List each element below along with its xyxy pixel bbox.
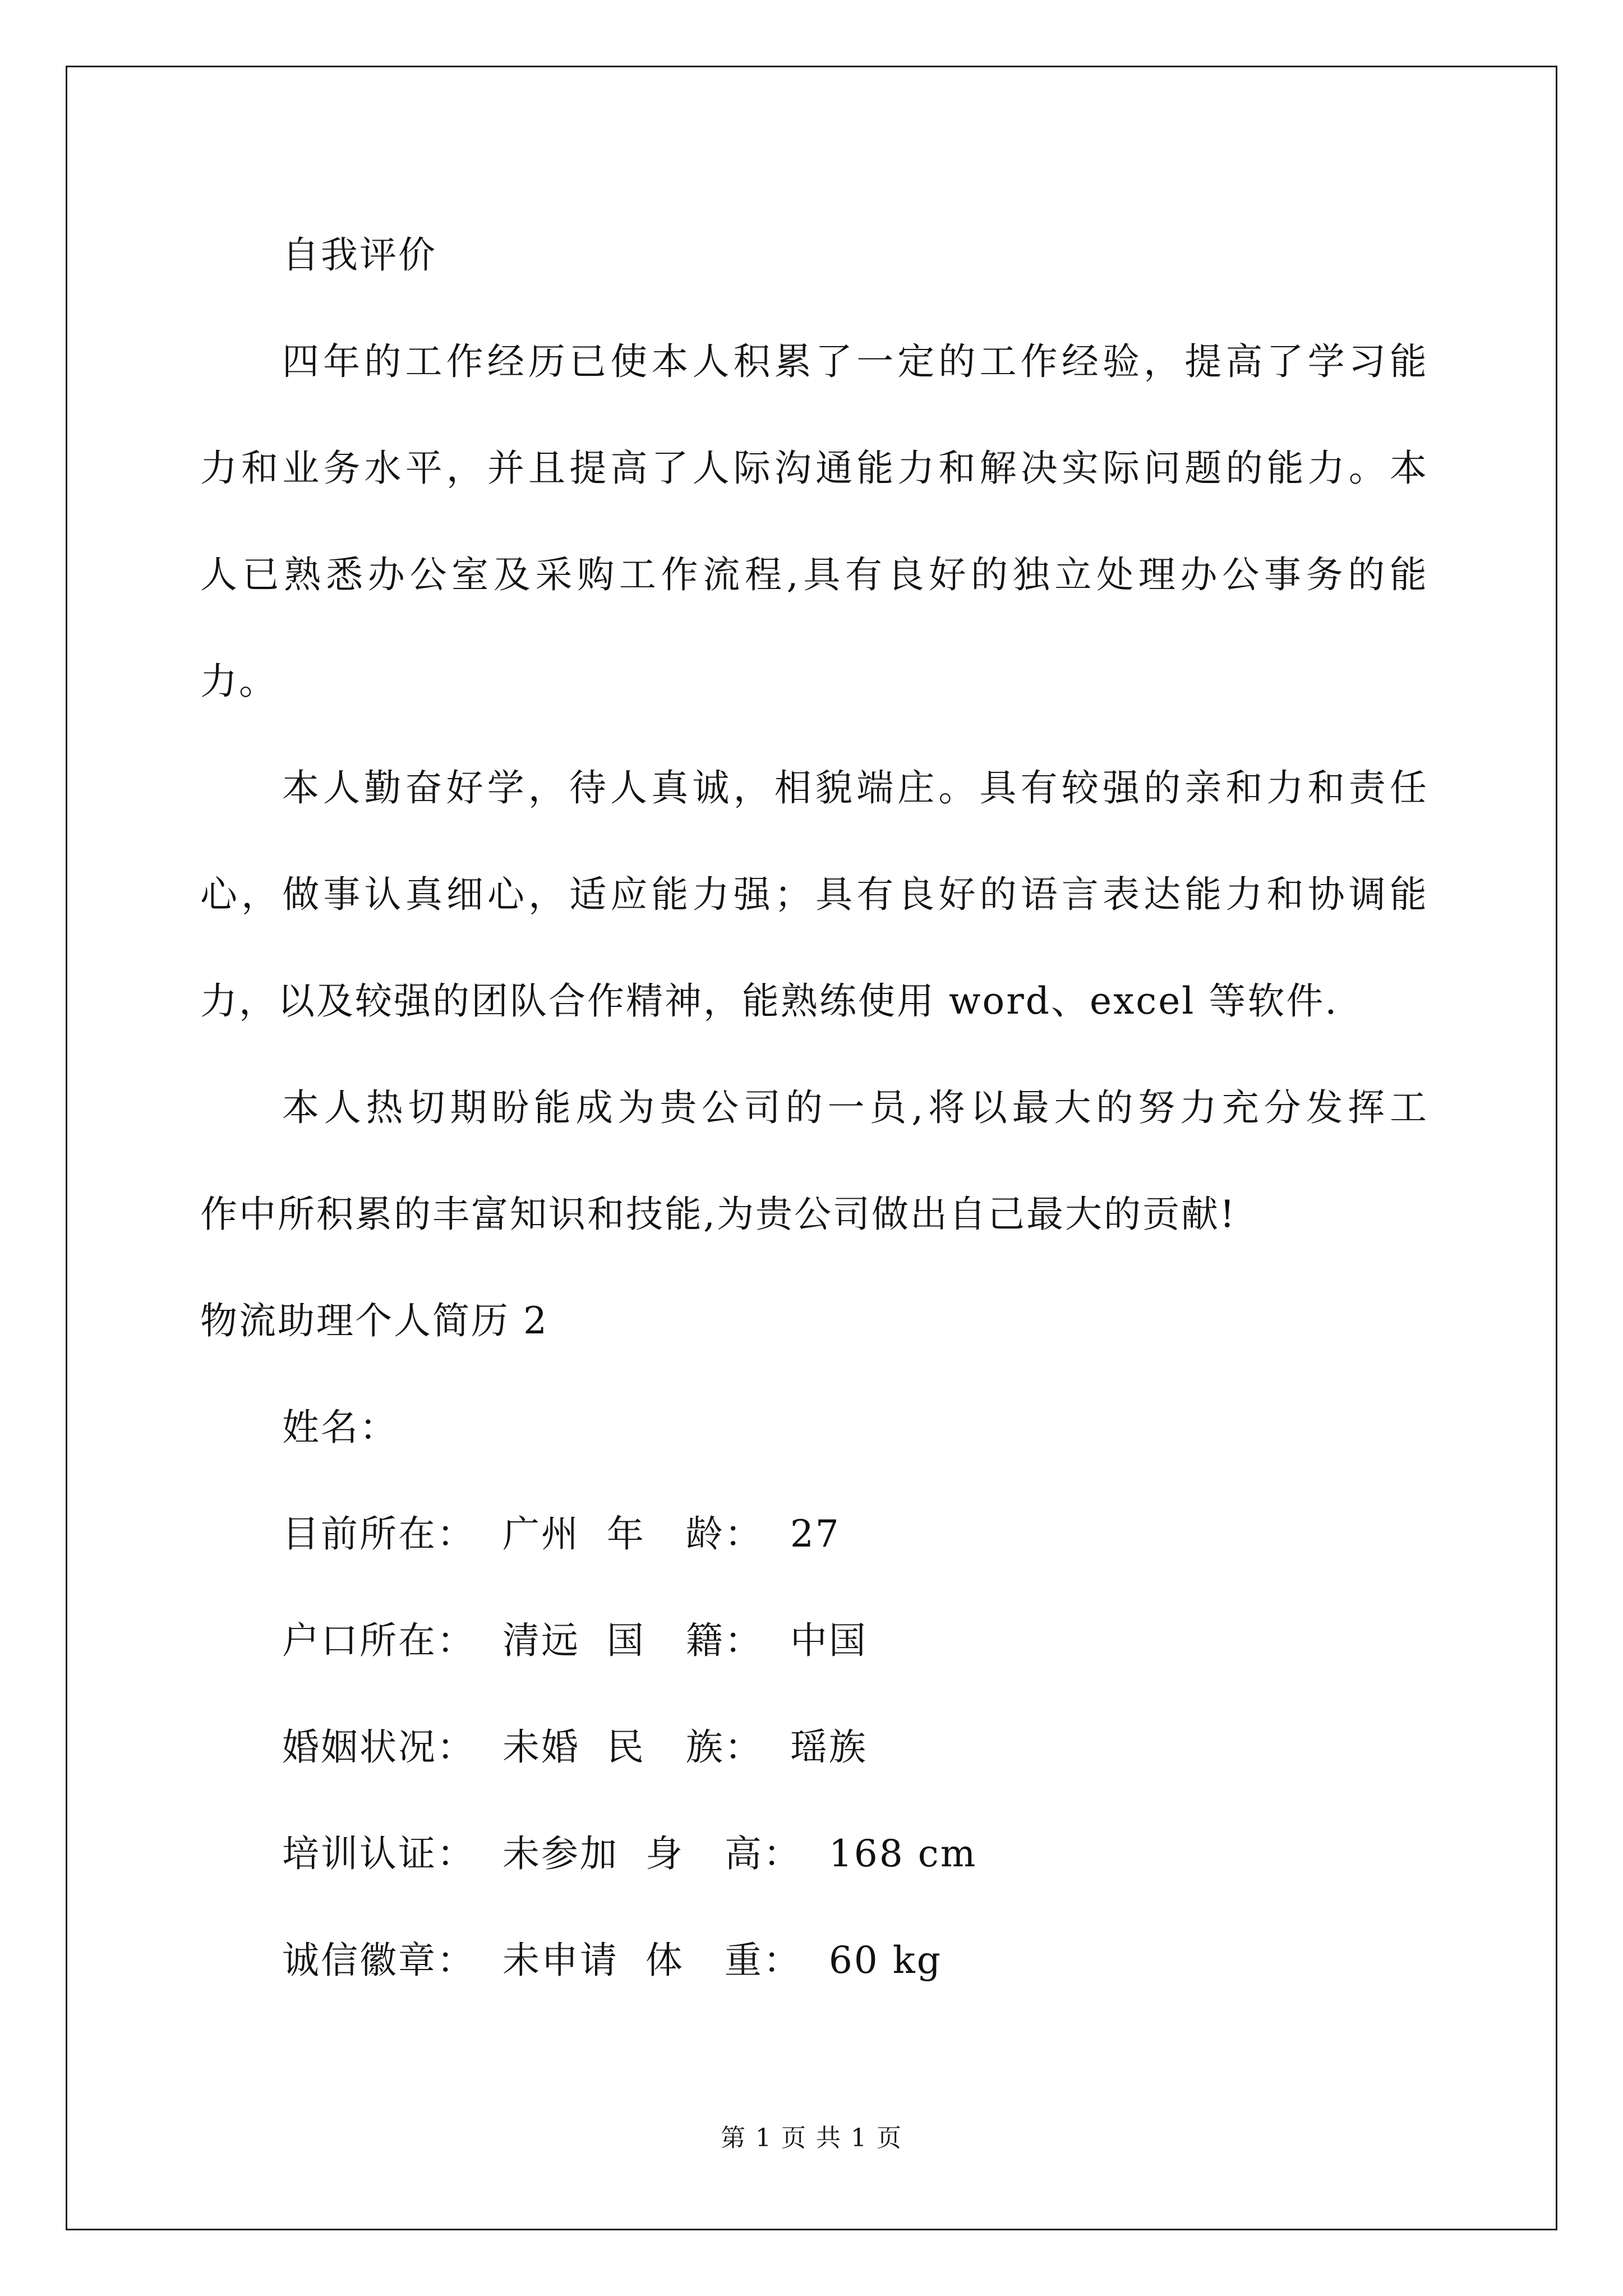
info-row-marital-ethnicity: 婚姻状况： 未婚 民 族： 瑶族 xyxy=(282,1726,868,1769)
info-row-badge-weight: 诚信徽章： 未申请 体 重： 60 kg xyxy=(282,1939,943,1982)
info-row-hukou-nationality: 户口所在： 清远 国 籍： 中国 xyxy=(282,1619,868,1662)
info-row-certification-height: 培训认证： 未参加 身 高： 168 cm xyxy=(282,1832,978,1875)
paragraph-line: 力和业务水平，并且提高了人际沟通能力和解决实际问题的能力。本 xyxy=(200,447,1428,490)
paragraph-line: 心，做事认真细心，适应能力强；具有良好的语言表达能力和协调能 xyxy=(200,873,1428,916)
document-body xyxy=(200,202,1428,2014)
info-name-label: 姓名： xyxy=(282,1406,398,1449)
paragraph-closing xyxy=(200,1055,1428,1268)
section-title-resume: 物流助理个人简历 2 xyxy=(200,1299,548,1342)
paragraph-work-experience xyxy=(200,309,1428,735)
paragraph-line: 本人热切期盼能成为贵公司的一员,将以最大的努力充分发挥工 xyxy=(282,1086,1428,1129)
page-footer: 第 1 页 共 1 页 xyxy=(721,2124,902,2152)
paragraph-line: 人已熟悉办公室及采购工作流程,具有良好的独立处理办公事务的能 xyxy=(200,553,1428,596)
personal-info xyxy=(200,1374,1428,2014)
paragraph-line: 力，以及较强的团队合作精神，能熟练使用 word、excel 等软件. xyxy=(200,979,1339,1023)
paragraph-line: 四年的工作经历已使本人积累了一定的工作经验，提高了学习能 xyxy=(282,340,1428,383)
paragraph-personality xyxy=(200,735,1428,1055)
heading-self-evaluation: 自我评价 xyxy=(282,233,437,277)
paragraph-line: 本人勤奋好学，待人真诚，相貌端庄。具有较强的亲和力和责任 xyxy=(282,766,1428,809)
paragraph-line: 力。 xyxy=(200,660,278,703)
info-row-location-age: 目前所在： 广州 年 龄： 27 xyxy=(282,1512,841,1556)
paragraph-line: 作中所积累的丰富知识和技能,为贵公司做出自己最大的贡献! xyxy=(200,1193,1237,1236)
